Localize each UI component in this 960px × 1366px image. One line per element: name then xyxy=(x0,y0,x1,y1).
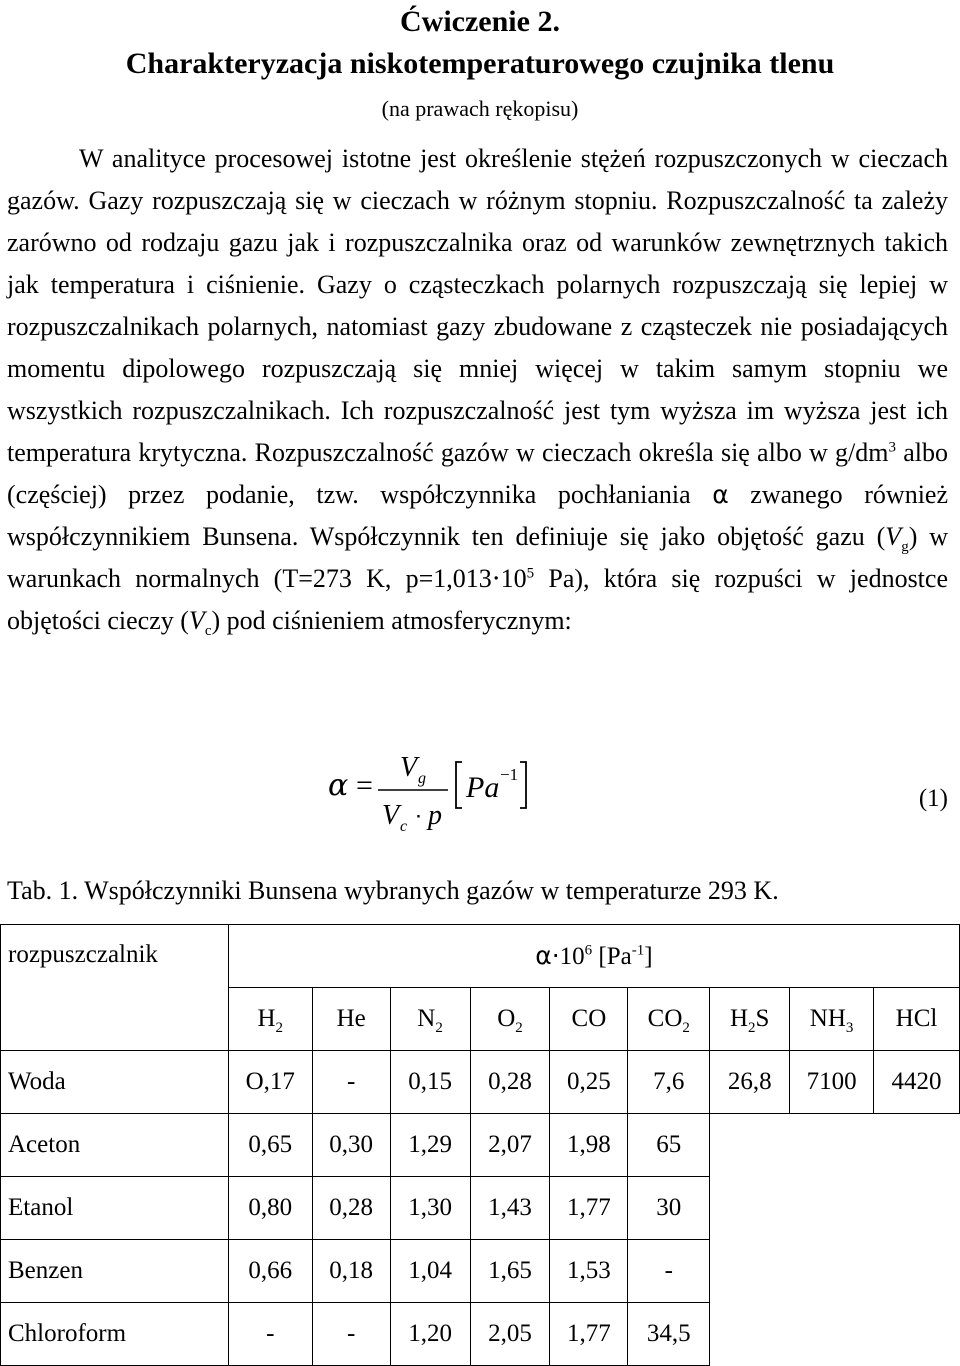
formula-denominator-p: p xyxy=(428,800,442,831)
value-cell: 34,5 xyxy=(628,1303,710,1366)
gas-header-cell xyxy=(228,988,312,1051)
value-cell: 1,98 xyxy=(550,1114,628,1177)
document-subtitle: (na prawach rękopisu) xyxy=(381,96,579,121)
paragraph-text-1: W analityce procesowej istotne jest określenie stężeń rozpuszczonych w cieczach gazów. Gazy rozpuszczają się w cieczach w różnym stopniu. Rozpuszczalność ta zależy zarówno od rodzaju gazu jak i rozpuszczalnika oraz od warunków zewnętrznych takich jak temperatura i ciśnienie. Gazy o cząsteczkach polarnych rozpuszczają się lepiej w rozpuszczalnikach polarnych, natomiast gazy zbudowane z cząsteczek nie posiadających momentu dipolowego rozpuszczają się mniej więcej w takim samym stopniu we wszystkich rozpuszczalnikach. Ich rozpuszczalność jest tym wyższa im wyższa jest ich temperatura krytyczna. Rozpuszczalność gazów w cieczach określa się albo w g/dm xyxy=(7,144,948,467)
header-unit: [Pa xyxy=(592,943,632,970)
gas-formula-base: NH xyxy=(809,1005,846,1032)
document-title: Charakteryzacja niskotemperaturowego czujnika tlenu xyxy=(125,47,835,80)
superscript-3: 3 xyxy=(888,439,896,456)
header-ten: 10 xyxy=(559,943,585,970)
gas-header-cell xyxy=(470,988,550,1051)
table-caption: Tab. 1. Współczynniki Bunsena wybranych gazów w temperaturze 293 K. xyxy=(7,876,779,905)
intro-paragraph xyxy=(7,138,948,642)
solvent-cell: Aceton xyxy=(1,1114,229,1177)
multiplication-dot: ⋅ xyxy=(491,564,501,593)
header-alpha: α xyxy=(535,941,552,970)
subscript-g: g xyxy=(901,539,909,556)
gas-header-cell xyxy=(710,988,790,1051)
formula-denominator-v: V xyxy=(382,800,400,831)
gas-header-cell xyxy=(312,988,390,1051)
gas-formula-subscript: 2 xyxy=(682,1020,690,1036)
paragraph-text-3: zwanego również współczynnikiem Bunsena. Współczynnik ten definiuje się jako objętość gazu ( xyxy=(7,480,948,551)
value-cell: 26,8 xyxy=(710,1051,790,1114)
right-bracket xyxy=(520,762,526,808)
bunsen-formula xyxy=(320,750,960,840)
gas-header-cell xyxy=(790,988,874,1051)
formula-dot: ⋅ xyxy=(415,804,422,829)
gas-formula-subscript: 3 xyxy=(845,1020,854,1036)
gas-formula-base: H xyxy=(729,1005,749,1032)
gas-formula-subscript: 2 xyxy=(515,1020,523,1036)
value-cell: 7100 xyxy=(790,1051,874,1114)
gas-formula-subscript: 2 xyxy=(435,1020,443,1036)
formula-alpha: α xyxy=(328,768,349,803)
left-bracket xyxy=(456,762,462,808)
value-cell: 0,30 xyxy=(312,1114,390,1177)
solvent-cell: Woda xyxy=(1,1051,229,1114)
gas-header-cell xyxy=(390,988,470,1051)
value-cell: - xyxy=(228,1303,312,1366)
value-cell: - xyxy=(312,1303,390,1366)
gas-header-cell xyxy=(550,988,628,1051)
value-cell: 1,43 xyxy=(470,1177,550,1240)
value-cell: 0,18 xyxy=(312,1240,390,1303)
value-cell: - xyxy=(312,1051,390,1114)
formula-equals: = xyxy=(356,769,373,802)
paragraph-text-4: ) w warunkach normalnych (T=273 K, p=1,013 xyxy=(7,522,949,593)
value-cell xyxy=(874,1240,960,1303)
value-cell xyxy=(874,1177,960,1240)
header-dot: ⋅ xyxy=(551,943,560,970)
value-cell xyxy=(790,1240,874,1303)
gas-header-cell xyxy=(874,988,960,1051)
value-cell: 1,04 xyxy=(390,1240,470,1303)
value-cell: - xyxy=(628,1240,710,1303)
gas-formula-base: HCl xyxy=(895,1005,938,1032)
table-body xyxy=(1,1051,960,1366)
subscript-c: c xyxy=(204,623,212,640)
table-row xyxy=(1,1303,960,1366)
table-row xyxy=(1,1114,960,1177)
value-cell: 0,28 xyxy=(470,1051,550,1114)
exercise-title: Ćwiczenie 2. xyxy=(400,5,560,38)
value-cell: 0,25 xyxy=(550,1051,628,1114)
value-cell: 1,77 xyxy=(550,1177,628,1240)
value-cell xyxy=(874,1114,960,1177)
value-cell: O,17 xyxy=(228,1051,312,1114)
header-unit-exponent: -1 xyxy=(631,942,645,959)
gas-formula-base: N xyxy=(417,1005,436,1032)
bunsen-table xyxy=(0,924,960,1366)
value-cell: 7,6 xyxy=(628,1051,710,1114)
volume-symbol-gas: V xyxy=(885,522,902,551)
value-cell: 4420 xyxy=(874,1051,960,1114)
value-cell xyxy=(710,1303,790,1366)
gas-formula-base: He xyxy=(336,1005,366,1032)
value-cell: 1,65 xyxy=(470,1240,550,1303)
value-cell: 1,53 xyxy=(550,1240,628,1303)
value-cell xyxy=(790,1177,874,1240)
table-row xyxy=(1,1051,960,1114)
value-cell xyxy=(874,1303,960,1366)
value-cell: 0,80 xyxy=(228,1177,312,1240)
value-cell: 1,30 xyxy=(390,1177,470,1240)
table-row xyxy=(1,1177,960,1240)
value-cell xyxy=(790,1114,874,1177)
gas-formula-subscript: 2 xyxy=(748,1020,756,1036)
value-cell xyxy=(710,1114,790,1177)
formula-unit: Pa xyxy=(466,771,500,804)
formula-numerator-v: V xyxy=(400,752,418,783)
formula-denominator-sub: c xyxy=(400,818,408,835)
gas-header-cell xyxy=(628,988,710,1051)
formula-numerator-sub: g xyxy=(418,770,426,787)
value-cell: 30 xyxy=(628,1177,710,1240)
value-cell: 2,07 xyxy=(470,1114,550,1177)
value-cell: 1,77 xyxy=(550,1303,628,1366)
paragraph-text-2: albo (częściej) przez podanie, tzw. współczynnika pochłaniania xyxy=(7,438,948,509)
header-exponent: 6 xyxy=(584,942,593,959)
solvent-cell: Chloroform xyxy=(1,1303,229,1366)
gas-formula-subscript: 2 xyxy=(275,1020,284,1036)
gas-formula-base: CO xyxy=(571,1005,607,1032)
solvent-cell: Benzen xyxy=(1,1240,229,1303)
value-cell: 2,05 xyxy=(470,1303,550,1366)
value-cell: 65 xyxy=(628,1114,710,1177)
value-cell xyxy=(710,1240,790,1303)
header-close: ] xyxy=(644,943,653,970)
coefficient-group-header xyxy=(228,925,959,988)
table-row xyxy=(1,1240,960,1303)
formula-unit-exponent: −1 xyxy=(500,765,519,784)
value-cell: 1,29 xyxy=(390,1114,470,1177)
value-cell: 0,65 xyxy=(228,1114,312,1177)
value-cell xyxy=(710,1177,790,1240)
ten: 10 xyxy=(500,564,527,593)
paragraph-text-6: ) pod ciśnieniem atmosferycznym: xyxy=(211,606,572,635)
value-cell xyxy=(790,1303,874,1366)
paragraph-text-5: Pa), która się rozpuści w jednostce objętości cieczy ( xyxy=(7,564,948,635)
superscript-5: 5 xyxy=(526,565,535,582)
solvent-header: rozpuszczalnik xyxy=(1,925,229,1051)
gas-formula-base: H xyxy=(257,1005,276,1032)
value-cell: 0,28 xyxy=(312,1177,390,1240)
volume-symbol-liquid: V xyxy=(188,606,205,635)
value-cell: 0,66 xyxy=(228,1240,312,1303)
alpha-symbol: α xyxy=(712,480,729,509)
solvent-cell: Etanol xyxy=(1,1177,229,1240)
gas-formula-base: CO xyxy=(647,1005,683,1032)
equation-number: (1) xyxy=(918,785,948,812)
value-cell: 1,20 xyxy=(390,1303,470,1366)
gas-formula-base: O xyxy=(497,1005,516,1032)
gas-formula-tail: S xyxy=(755,1005,770,1032)
value-cell: 0,15 xyxy=(390,1051,470,1114)
